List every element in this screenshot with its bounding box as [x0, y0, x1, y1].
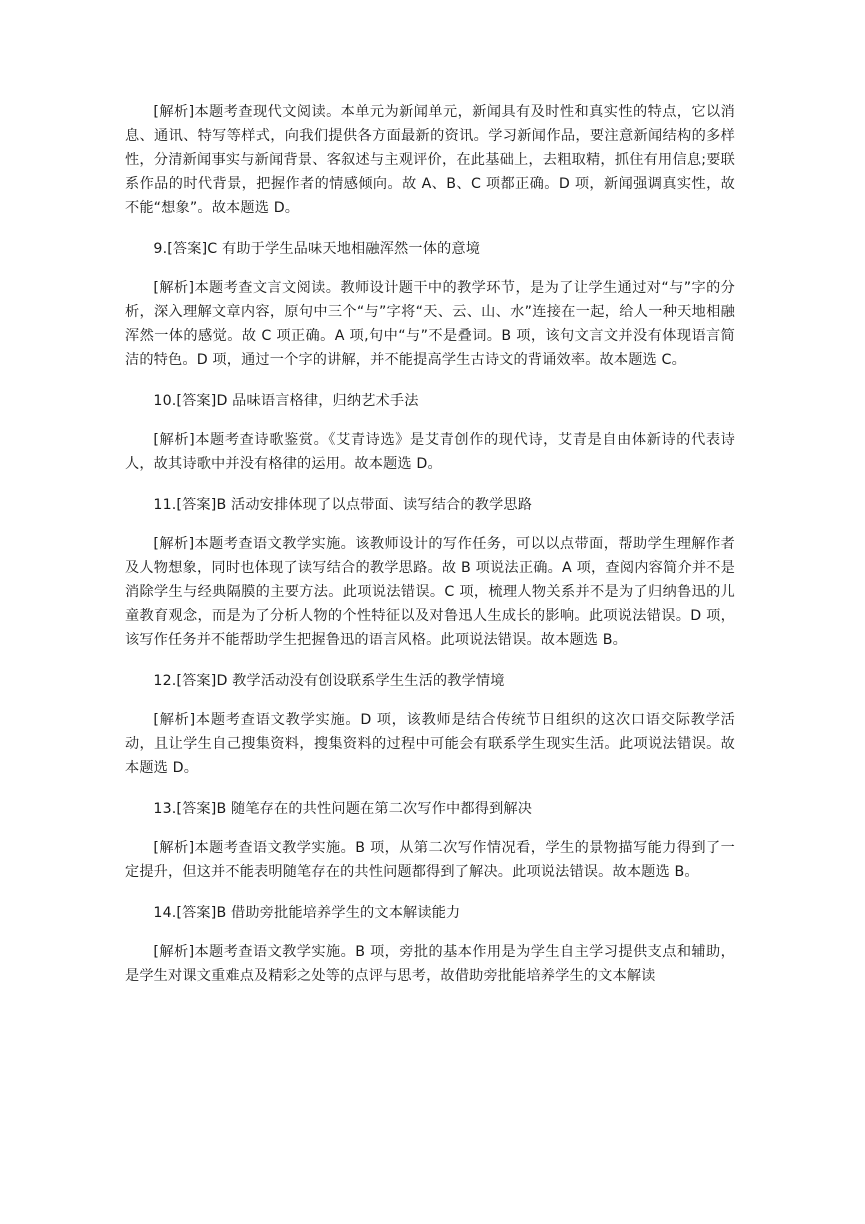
answer-line-13: 13.[答案]B 随笔存在的共性问题在第二次写作中都得到解决: [153, 801, 533, 817]
analysis-paragraph-13: [解析]本题考查语文教学实施。B 项，从第二次写作情况看，学生的景物描写能力得到了一定提升，但这并不能表明随笔存在的共性问题都得到了解决。此项说法错误。故本题选 B。: [125, 840, 735, 880]
answer-line-12: 12.[答案]D 教学活动没有创设联系学生生活的教学情境: [153, 673, 505, 689]
analysis-paragraph-10: [解析]本题考查诗歌鉴赏。《艾青诗选》是艾青创作的现代诗，艾青是自由体新诗的代表诗人，故其诗歌中并没有格律的运用。故本题选 D。: [125, 432, 735, 472]
document-body: [125, 100, 735, 988]
answer-line-9: 9.[答案]C 有助于学生品味天地相融浑然一体的意境: [153, 241, 481, 257]
answer-line-10: 10.[答案]D 品味语言格律，归纳艺术手法: [153, 393, 419, 409]
analysis-paragraph-8: [解析]本题考查现代文阅读。本单元为新闻单元，新闻具有及时性和真实性的特点，它以消息、通讯、特写等样式，向我们提供各方面最新的资讯。学习新闻作品，要注意新闻结构的多样性，分清新闻事实与新闻背景、客叙述与主观评价，在此基础上，去粗取精，抓住有用信息;要联系作品的时代背景，把握作者的情感倾向。故 A、B、C 项都正确。D 项，新闻强调真实性，故不能“想象”。故本题选 D。: [125, 104, 735, 216]
answer-line-11: 11.[答案]B 活动安排体现了以点带面、读写结合的教学思路: [153, 497, 533, 513]
analysis-paragraph-9: [解析]本题考查文言文阅读。教师设计题干中的教学环节，是为了让学生通过对“与”字的分析，深入理解文章内容，原句中三个“与”字将“天、云、山、水”连接在一起，给人一种天地相融浑然一体的感觉。故 C 项正确。A 项,句中“与”不是叠词。B 项，该句文言文并没有体现语言简洁的特色。D 项，通过一个字的讲解，并不能提高学生古诗文的背诵效率。故本题选 C。: [125, 280, 735, 368]
analysis-paragraph-11: [解析]本题考查语文教学实施。该教师设计的写作任务，可以以点带面，帮助学生理解作者及人物想象，同时也体现了读写结合的教学思路。故 B 项说法正确。A 项，查阅内容简介并不是消除学生与经典隔膜的主要方法。此项说法错误。C 项，梳理人物关系并不是为了归纳鲁迅的儿童教育观念，而是为了分析人物的个性特征以及对鲁迅人生成长的影响。此项说法错误。D 项，该写作任务并不能帮助学生把握鲁迅的语言风格。此项说法错误。故本题选 B。: [125, 536, 735, 648]
analysis-paragraph-14: [解析]本题考查语文教学实施。B 项，旁批的基本作用是为学生自主学习提供支点和辅助，是学生对课文重难点及精彩之处等的点评与思考，故借助旁批能培养学生的文本解读: [125, 944, 735, 984]
analysis-paragraph-12: [解析]本题考查语文教学实施。D 项，该教师是结合传统节日组织的这次口语交际教学活动，且让学生自己搜集资料，搜集资料的过程中可能会有联系学生现实生活。此项说法错误。故本题选 D。: [125, 712, 735, 776]
answer-line-14: 14.[答案]B 借助旁批能培养学生的文本解读能力: [153, 905, 461, 921]
